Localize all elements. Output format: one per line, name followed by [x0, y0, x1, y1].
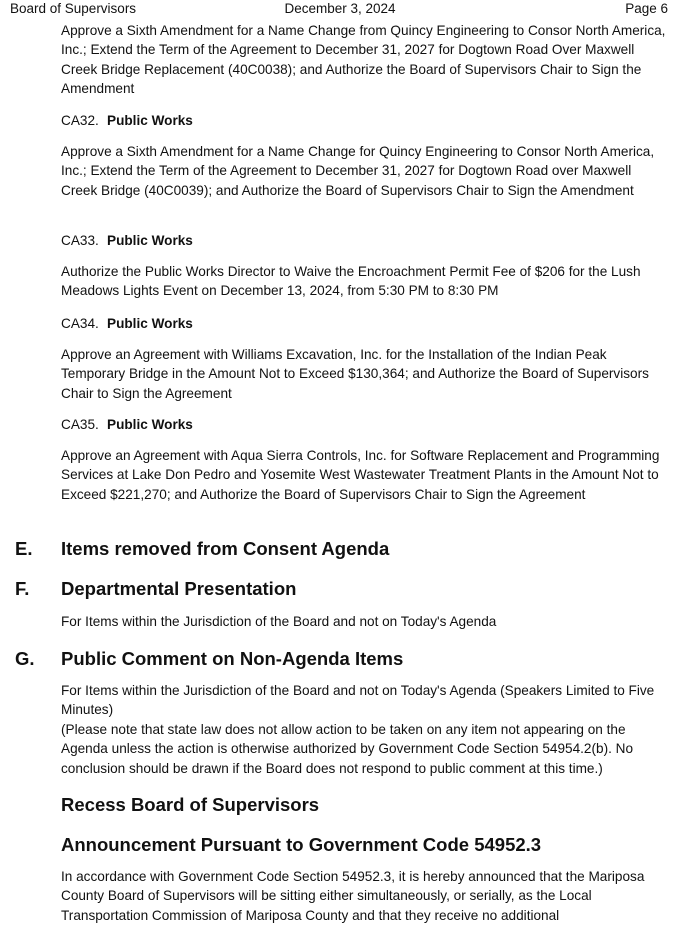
agenda-item-ca35-text: Approve an Agreement with Aqua Sierra Controls, Inc. for Software Replacement and Programming Services at Lake Don Pedro and Yosemite West Wastewater Treatment Plants in the Amount Not to Exceed $221,270; and Authorize the Board of Supervisors Chair to Sign the Agreement — [61, 448, 660, 502]
agenda-item-ca34-heading — [61, 315, 193, 333]
header-page-number: Page 6 — [625, 1, 668, 16]
agenda-item-ca33-heading — [61, 232, 193, 250]
agenda-item-ca34-text: Approve an Agreement with Williams Excavation, Inc. for the Installation of the Indian Peak Temporary Bridge in the Amount Not to Exceed $130,364; and Authorize the Board of Supervisors Chair to Sign the Agreement — [61, 347, 649, 401]
item-number: CA33. — [61, 233, 99, 248]
section-g-note: (Please note that state law does not allow action to be taken on any item not appearing on the Agenda unless the action is otherwise authorized by Government Code Section 54954.2(b). No conclusion should be drawn if the Board does not respond to public comment at this time.) — [61, 722, 634, 776]
announcement-text: In accordance with Government Code Section 54952.3, it is hereby announced that the Mariposa County Board of Supervisors will be sitting either simultaneously, or serially, as the Local Transportation Commission of Mariposa County and that they receive no additional — [61, 869, 645, 923]
section-letter: F. — [15, 578, 30, 599]
agenda-item-ca32-heading — [61, 112, 193, 130]
section-g-text: For Items within the Jurisdiction of the Board and not on Today's Agenda (Speakers Limited to Five Minutes) — [61, 683, 655, 718]
section-letter: G. — [15, 648, 35, 669]
section-title: Departmental Presentation — [61, 578, 297, 599]
recess-heading: Recess Board of Supervisors — [61, 794, 320, 815]
item-number: CA35. — [61, 417, 99, 432]
item-department: Public Works — [107, 316, 193, 331]
item-department: Public Works — [107, 233, 193, 248]
section-f-text: For Items within the Jurisdiction of the Board and not on Today's Agenda — [61, 614, 497, 629]
agenda-item-ca32-text: Approve a Sixth Amendment for a Name Change for Quincy Engineering to Consor North America, Inc.; Extend the Term of the Agreement to December 31, 2027 for Dogtown Road over Maxwell Creek Bridge (40C0039); and Authorize the Board of Supervisors Chair to Sign the Amendment — [61, 144, 655, 198]
section-title: Items removed from Consent Agenda — [61, 538, 390, 559]
announcement-heading: Announcement Pursuant to Government Code 54952.3 — [61, 834, 542, 855]
section-f-heading — [15, 578, 296, 600]
item-number: CA34. — [61, 316, 99, 331]
agenda-item-ca33-text: Authorize the Public Works Director to Waive the Encroachment Permit Fee of $206 for the Lush Meadows Lights Event on December 13, 2024, from 5:30 PM to 8:30 PM — [61, 264, 641, 299]
section-title: Public Comment on Non-Agenda Items — [61, 648, 404, 669]
agenda-item-ca35-heading — [61, 416, 193, 434]
header-date: December 3, 2024 — [284, 1, 396, 16]
continued-item-text: Approve a Sixth Amendment for a Name Change from Quincy Engineering to Consor North America, Inc.; Extend the Term of the Agreement to December 31, 2027 for Dogtown Road Over Maxwell Creek Bridge Replacement (40C0038); and Authorize the Board of Supervisors Chair to Sign the Amendment — [61, 23, 666, 97]
page-header — [0, 1, 680, 19]
header-board-name: Board of Supervisors — [10, 1, 137, 16]
item-number: CA32. — [61, 113, 99, 128]
section-g-heading — [15, 648, 403, 670]
section-letter: E. — [15, 538, 33, 559]
item-department: Public Works — [107, 113, 193, 128]
item-department: Public Works — [107, 417, 193, 432]
section-e-heading — [15, 538, 389, 560]
